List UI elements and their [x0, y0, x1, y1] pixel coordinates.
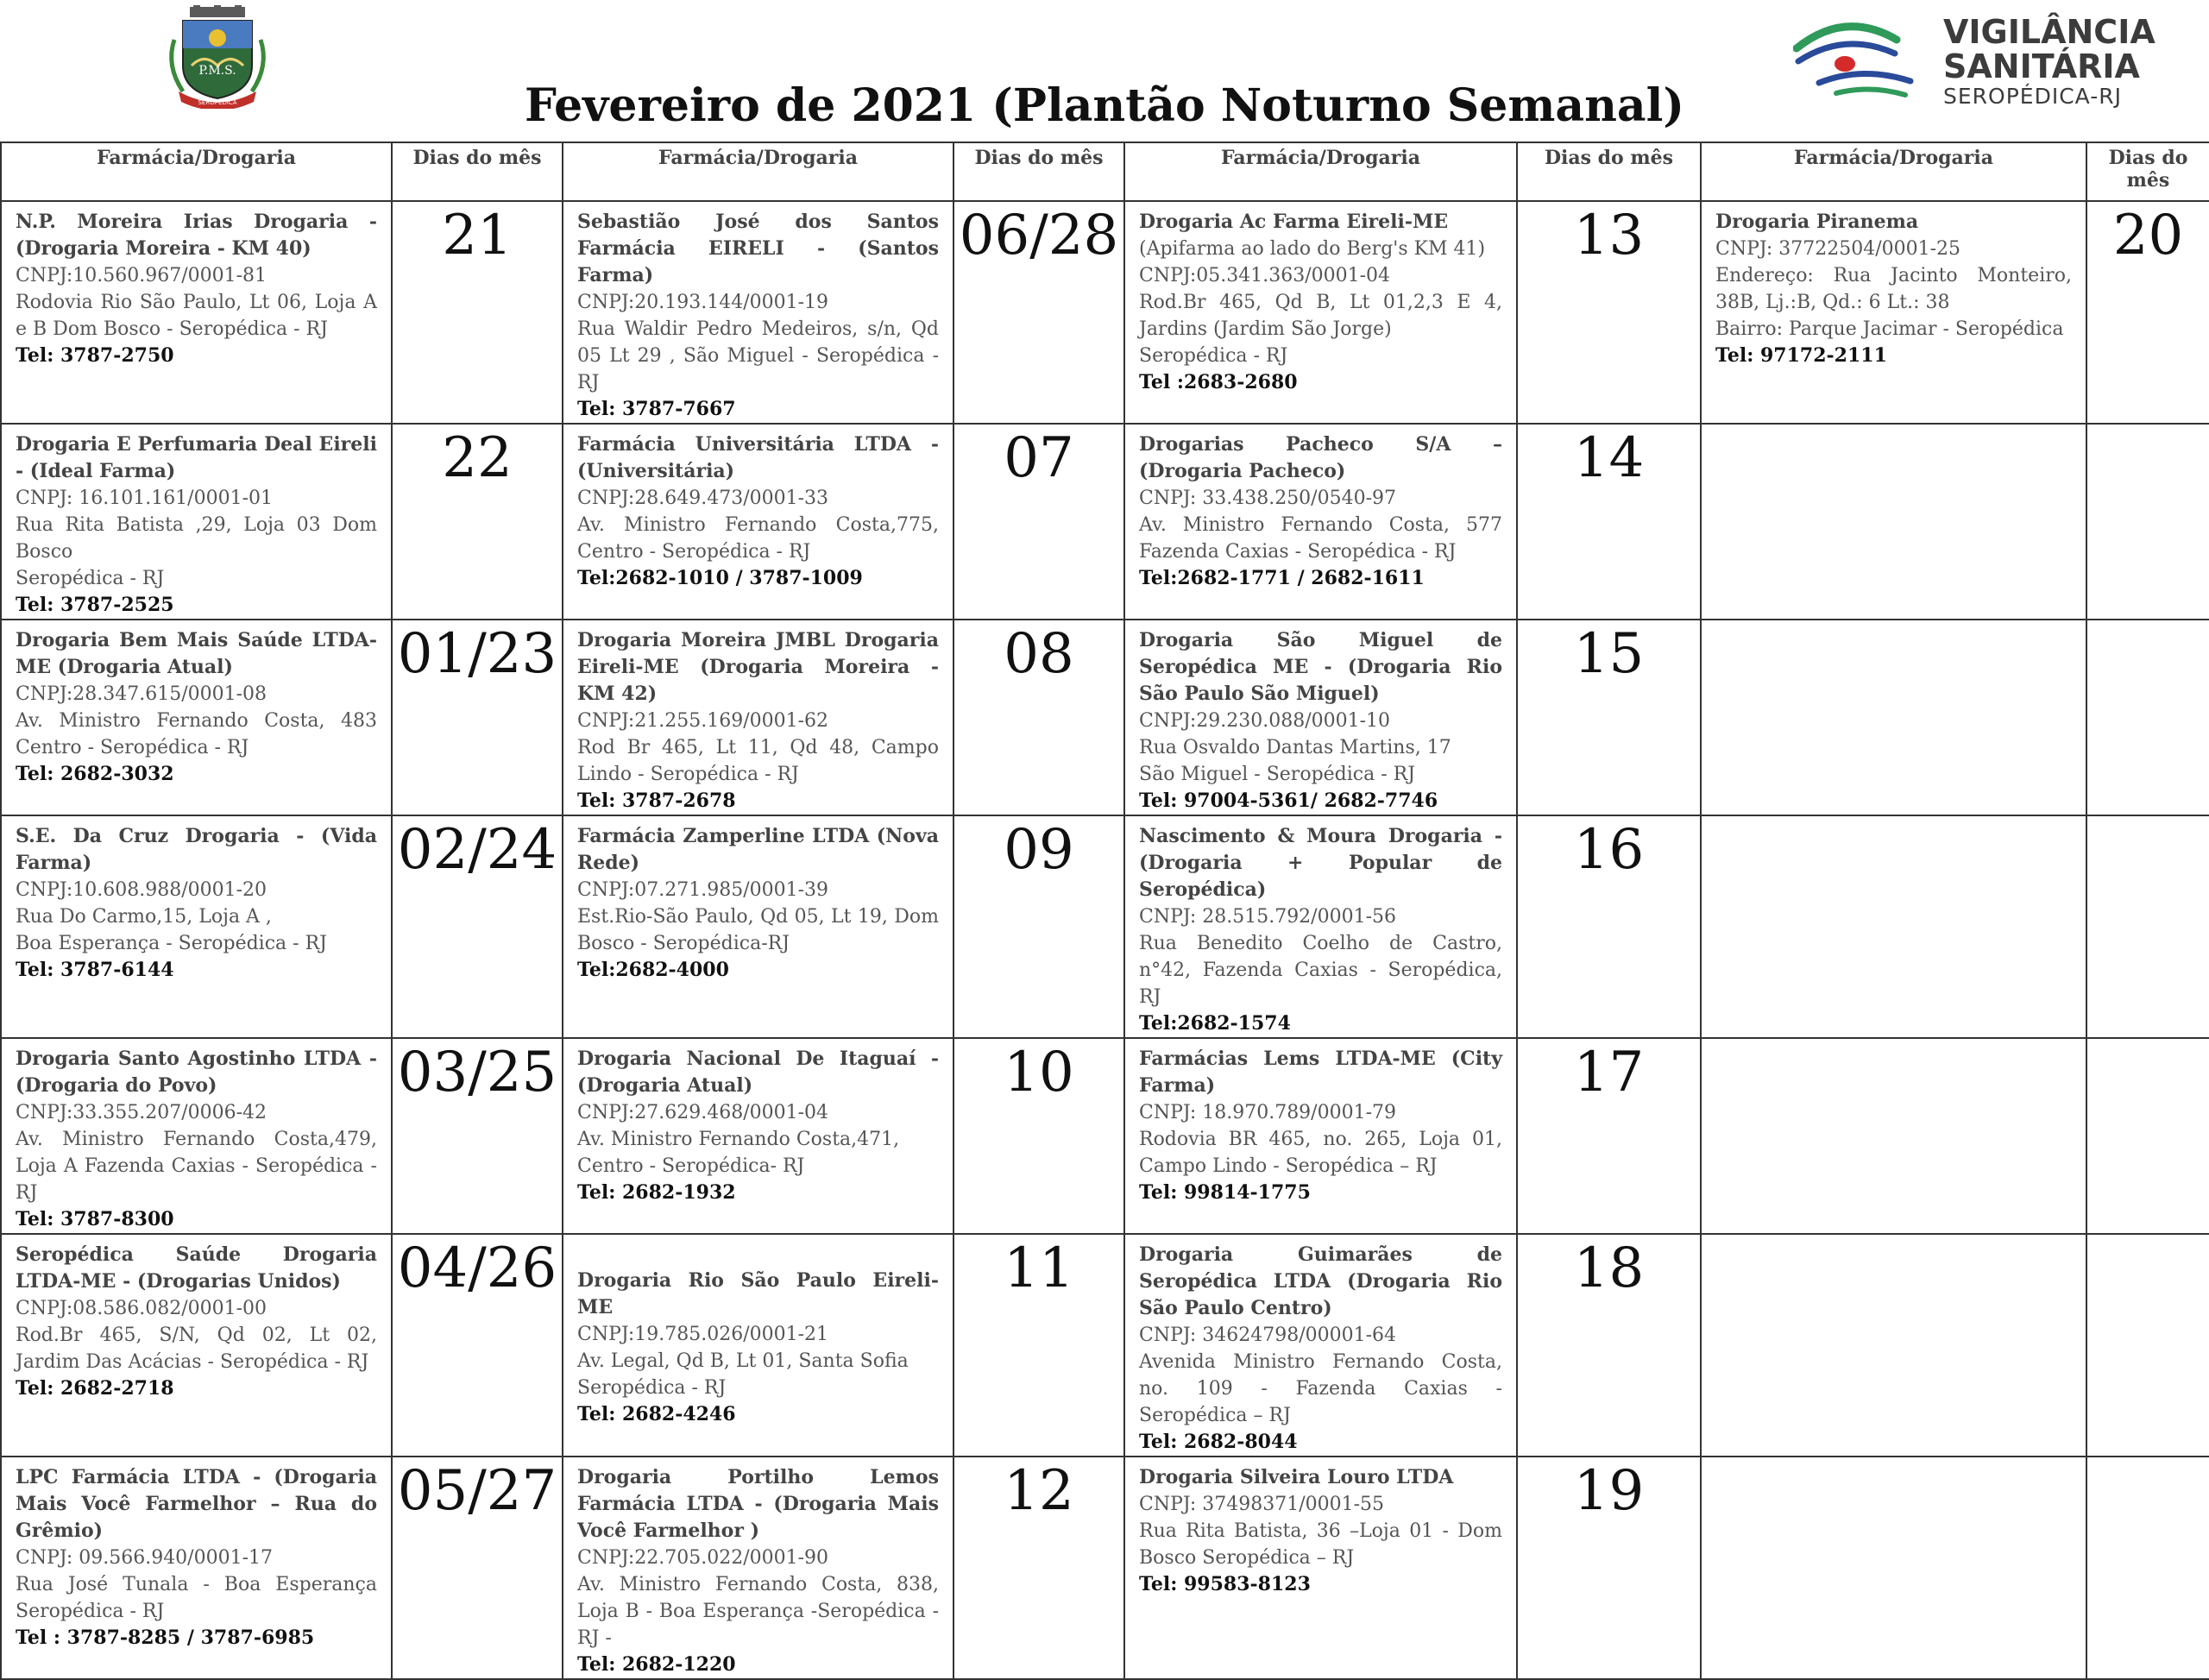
pharmacy-detail: Av. Ministro Fernando Costa, 577 Fazenda Caxias - Seropédica - RJ [1139, 514, 1502, 563]
pharmacy-detail: CNPJ: 34624798/00001-64 [1139, 1324, 1397, 1346]
duty-days-cell: 15 [1517, 620, 1701, 815]
pharmacy-detail: CNPJ:29.230.088/0001-10 [1139, 710, 1391, 732]
duty-days-cell: 08 [953, 620, 1124, 815]
duty-days-cell: 16 [1517, 815, 1701, 1038]
duty-days-cell: 07 [953, 424, 1124, 620]
column-header-pharmacy: Farmácia/Drogaria [563, 142, 953, 201]
pharmacy-detail: Seropédica - RJ [1139, 345, 1288, 367]
pharmacy-cell [563, 1234, 953, 1457]
pharmacy-name: Drogarias Pacheco S/A – (Drogaria Pacheco) [1139, 433, 1502, 482]
page-title: Fevereiro de 2021 (Plantão Noturno Semanal) [525, 79, 1684, 132]
pharmacy-name: Drogaria São Miguel de Seropédica ME - (Drogaria Rio São Paulo São Miguel) [1139, 629, 1502, 705]
pharmacy-detail: Endereço: Rua Jacinto Monteiro, 38B, Lj.:B, Qd.: 6 Lt.: 38 [1715, 265, 2072, 313]
pharmacy-detail: Rua Waldir Pedro Medeiros, s/n, Qd 05 Lt 29 , São Miguel - Seropédica - RJ [577, 318, 939, 393]
pharmacy-detail: Rod.Br 465, Qd B, Lt 01,2,3 E 4, Jardins (Jardim São Jorge) [1139, 292, 1502, 340]
pharmacy-phone: Tel: 3787-8300 [16, 1208, 174, 1230]
pharmacy-name: Drogaria Silveira Louro LTDA [1139, 1466, 1454, 1488]
pharmacy-name: N.P. Moreira Irias Drogaria - (Drogaria Moreira - KM 40) [16, 211, 377, 260]
pharmacy-phone: Tel: 3787-2678 [577, 790, 736, 812]
pharmacy-detail: Est.Rio-São Paulo, Qd 05, Lt 19, Dom Bosco - Seropédica-RJ [577, 906, 939, 954]
pharmacy-detail: Rodovia BR 465, no. 265, Loja 01, Campo Lindo - Seropédica – RJ [1139, 1129, 1502, 1177]
pharmacy-detail: Seropédica - RJ [577, 1377, 727, 1399]
pharmacy-detail: CNPJ: 16.101.161/0001-01 [16, 488, 274, 509]
duty-days-cell: 01/23 [392, 620, 563, 815]
pharmacy-name: Farmácias Lems LTDA-ME (City Farma) [1139, 1048, 1502, 1097]
pharmacy-detail: Rua Rita Batista, 36 –Loja 01 - Dom Bosco Seropédica – RJ [1139, 1520, 1502, 1569]
pharmacy-detail: Seropédica - RJ [16, 568, 165, 589]
pharmacy-detail: CNPJ:10.560.967/0001-81 [16, 265, 267, 286]
duty-days-cell: 14 [1517, 424, 1701, 620]
pharmacy-cell [1701, 1457, 2086, 1679]
duty-days-cell: 05/27 [392, 1457, 563, 1679]
pharmacy-detail: Av. Ministro Fernando Costa, 838, Loja B - Boa Esperança -Seropédica - RJ - [577, 1574, 939, 1649]
pharmacy-detail: CNPJ:20.193.144/0001-19 [577, 292, 829, 313]
pharmacy-name: Drogaria Bem Mais Saúde LTDA-ME (Drogaria Atual) [16, 629, 377, 678]
pharmacy-name: Drogaria E Perfumaria Deal Eireli - (Ideal Farma) [16, 433, 377, 482]
pharmacy-phone: Tel :2683-2680 [1139, 371, 1298, 393]
pharmacy-detail: CNPJ:10.608.988/0001-20 [16, 879, 267, 901]
duty-days-cell [2086, 620, 2209, 815]
pharmacy-detail: CNPJ:07.271.985/0001-39 [577, 879, 829, 901]
pharmacy-detail: CNPJ:21.255.169/0001-62 [577, 710, 829, 732]
duty-days-cell: 09 [953, 815, 1124, 1038]
column-header-days: Dias do mês [1517, 142, 1701, 201]
pharmacy-detail: CNPJ:28.347.615/0001-08 [16, 683, 267, 705]
pharmacy-detail: Rua Benedito Coelho de Castro, n°42, Fazenda Caxias - Seropédica, RJ [1139, 933, 1502, 1008]
pharmacy-detail: CNPJ: 37498371/0001-55 [1139, 1494, 1385, 1515]
pharmacy-name: Seropédica Saúde Drogaria LTDA-ME - (Drogarias Unidos) [16, 1243, 377, 1293]
pharmacy-detail: CNPJ: 09.566.940/0001-17 [16, 1547, 274, 1569]
roster-body [1, 201, 2209, 1679]
pharmacy-name: Drogaria Piranema [1715, 211, 1919, 233]
crest-banner-text: SEROPÉDICA [198, 99, 237, 106]
pharmacy-phone: Tel: 3787-2750 [16, 344, 174, 367]
pharmacy-phone: Tel: 99583-8123 [1139, 1573, 1311, 1595]
pharmacy-detail: Rod.Br 465, S/N, Qd 02, Lt 02, Jardim Das Acácias - Seropédica - RJ [16, 1324, 377, 1373]
pharmacy-name: Drogaria Ac Farma Eireli-ME [1139, 211, 1449, 233]
duty-days-cell: 20 [2086, 201, 2209, 424]
pharmacy-phone: Tel: 2682-8044 [1139, 1431, 1298, 1453]
pharmacy-detail: Av. Legal, Qd B, Lt 01, Santa Sofia [577, 1350, 909, 1372]
table-row [1, 620, 2209, 815]
duty-days-cell [2086, 1038, 2209, 1234]
duty-days-cell [2086, 1457, 2209, 1679]
pharmacy-name: Drogaria Moreira JMBL Drogaria Eireli-ME (Drogaria Moreira - KM 42) [577, 629, 939, 705]
duty-days-cell: 03/25 [392, 1038, 563, 1234]
pharmacy-cell [563, 815, 953, 1038]
pharmacy-name: Farmácia Zamperline LTDA (Nova Rede) [577, 825, 939, 874]
pharmacy-phone: Tel: 2682-1220 [577, 1653, 736, 1676]
duty-days-cell: 02/24 [392, 815, 563, 1038]
duty-days-cell: 06/28 [953, 201, 1124, 424]
pharmacy-cell [1, 201, 392, 424]
on-call-roster-table [0, 142, 2209, 1680]
table-row [1, 201, 2209, 424]
pharmacy-phone: Tel: 3787-6144 [16, 959, 174, 981]
duty-days-cell: 19 [1517, 1457, 1701, 1679]
pharmacy-name: Drogaria Guimarães de Seropédica LTDA (Drogaria Rio São Paulo Centro) [1139, 1243, 1502, 1319]
pharmacy-cell [1124, 815, 1517, 1038]
duty-days-cell: 22 [392, 424, 563, 620]
pharmacy-detail: CNPJ:22.705.022/0001-90 [577, 1547, 829, 1569]
pharmacy-cell [563, 1457, 953, 1679]
pharmacy-detail: CNPJ:08.586.082/0001-00 [16, 1298, 267, 1319]
table-row [1, 424, 2209, 620]
duty-days-cell: 11 [953, 1234, 1124, 1457]
column-header-pharmacy: Farmácia/Drogaria [1701, 142, 2086, 201]
pharmacy-detail: CNPJ: 33.438.250/0540-97 [1139, 488, 1397, 509]
pharmacy-detail: Centro - Seropédica- RJ [577, 1155, 805, 1177]
duty-days-cell [2086, 424, 2209, 620]
header-row [1, 142, 2209, 201]
duty-days-cell: 04/26 [392, 1234, 563, 1457]
pharmacy-detail: São Miguel - Seropédica - RJ [1139, 764, 1416, 785]
pharmacy-name: LPC Farmácia LTDA - (Drogaria Mais Você Farmelhor – Rua do Grêmio) [16, 1466, 377, 1542]
duty-days-cell: 12 [953, 1457, 1124, 1679]
pharmacy-phone: Tel: 2682-4246 [577, 1403, 736, 1425]
pharmacy-cell [1124, 1457, 1517, 1679]
pharmacy-phone: Tel: 97004-5361/ 2682-7746 [1139, 790, 1438, 812]
duty-days-cell: 17 [1517, 1038, 1701, 1234]
table-row [1, 1457, 2209, 1679]
pharmacy-phone: Tel: 3787-7667 [577, 398, 736, 420]
duty-days-cell: 10 [953, 1038, 1124, 1234]
pharmacy-cell [563, 424, 953, 620]
pharmacy-cell [1, 815, 392, 1038]
pharmacy-detail: Rod Br 465, Lt 11, Qd 48, Campo Lindo - Seropédica - RJ [577, 737, 939, 785]
pharmacy-cell [1, 620, 392, 815]
pharmacy-cell [1701, 424, 2086, 620]
pharmacy-name: Drogaria Santo Agostinho LTDA - (Drogaria do Povo) [16, 1048, 377, 1097]
page-header [0, 0, 2209, 142]
pharmacy-cell [1124, 1234, 1517, 1457]
pharmacy-name: Sebastião José dos Santos Farmácia EIRELI - (Santos Farma) [577, 211, 939, 286]
pharmacy-detail: CNPJ:05.341.363/0001-04 [1139, 265, 1391, 286]
pharmacy-cell [563, 620, 953, 815]
pharmacy-cell [563, 201, 953, 424]
pharmacy-detail: Rua Do Carmo,15, Loja A , [16, 906, 272, 928]
pharmacy-cell [1, 424, 392, 620]
pharmacy-cell [1, 1234, 392, 1457]
pharmacy-detail: Av. Ministro Fernando Costa,479, Loja A Fazenda Caxias - Seropédica - RJ [16, 1129, 377, 1204]
pharmacy-detail: CNPJ: 18.970.789/0001-79 [1139, 1102, 1397, 1123]
pharmacy-cell [1701, 1038, 2086, 1234]
pharmacy-cell [1124, 424, 1517, 620]
pharmacy-phone: Tel:2682-1771 / 2682-1611 [1139, 567, 1425, 589]
agency-name [1943, 13, 2156, 109]
pharmacy-phone: Tel : 3787-8285 / 3787-6985 [16, 1627, 315, 1649]
pharmacy-detail: CNPJ:28.649.473/0001-33 [577, 488, 829, 509]
agency-line-1: VIGILÂNCIA [1943, 13, 2156, 51]
pharmacy-cell [1701, 620, 2086, 815]
pharmacy-detail: CNPJ: 37722504/0001-25 [1715, 238, 1961, 260]
pharmacy-cell [563, 1038, 953, 1234]
pharmacy-name: Drogaria Rio São Paulo Eireli- ME [577, 1269, 939, 1318]
pharmacy-detail: Avenida Ministro Fernando Costa, no. 109 - Fazenda Caxias - Seropédica – RJ [1139, 1351, 1502, 1426]
pharmacy-detail: Rua José Tunala - Boa Esperança Seropédica - RJ [16, 1574, 377, 1622]
pharmacy-cell [1124, 201, 1517, 424]
duty-days-cell: 13 [1517, 201, 1701, 424]
pharmacy-cell [1701, 201, 2086, 424]
column-header-days: Dias do mês [953, 142, 1124, 201]
pharmacy-detail: CNPJ: 28.515.792/0001-56 [1139, 906, 1397, 928]
table-row [1, 815, 2209, 1038]
pharmacy-detail: Bairro: Parque Jacimar - Seropédica [1715, 318, 2064, 340]
pharmacy-detail: CNPJ:33.355.207/0006-42 [16, 1102, 267, 1123]
pharmacy-phone: Tel: 3787-2525 [16, 594, 174, 616]
duty-days-cell: 18 [1517, 1234, 1701, 1457]
pharmacy-phone: Tel: 99814-1775 [1139, 1181, 1311, 1204]
pharmacy-detail: Rodovia Rio São Paulo, Lt 06, Loja A e B Dom Bosco - Seropédica - RJ [16, 292, 377, 340]
pharmacy-cell [1701, 1234, 2086, 1457]
pharmacy-cell [1124, 1038, 1517, 1234]
pharmacy-detail: CNPJ:19.785.026/0001-21 [577, 1324, 829, 1345]
pharmacy-name: Drogaria Portilho Lemos Farmácia LTDA - (Drogaria Mais Você Farmelhor ) [577, 1466, 939, 1542]
pharmacy-detail: Av. Ministro Fernando Costa, 483 Centro - Seropédica - RJ [16, 710, 377, 758]
table-row [1, 1234, 2209, 1457]
vigilancia-sanitaria-logo-icon [1793, 14, 1914, 100]
pharmacy-detail: (Apifarma ao lado do Berg's KM 41) [1139, 238, 1486, 260]
pharmacy-detail: Av. Ministro Fernando Costa,471, [577, 1129, 900, 1150]
agency-line-2: SANITÁRIA [1943, 47, 2140, 85]
pharmacy-detail: Rua Rita Batista ,29, Loja 03 Dom Bosco [16, 514, 377, 563]
pharmacy-name: Drogaria Nacional De Itaguaí - (Drogaria Atual) [577, 1048, 939, 1097]
pharmacy-phone: Tel: 2682-3032 [16, 763, 174, 785]
duty-days-cell: 21 [392, 201, 563, 424]
pharmacy-detail: CNPJ:27.629.468/0001-04 [577, 1102, 829, 1123]
pharmacy-phone: Tel:2682-1574 [1139, 1012, 1291, 1035]
agency-line-3: SEROPÉDICA-RJ [1943, 84, 2122, 109]
pharmacy-cell [1, 1038, 392, 1234]
pharmacy-cell [1701, 815, 2086, 1038]
pharmacy-phone: Tel:2682-4000 [577, 959, 729, 981]
column-header-days: Dias do mês [2086, 142, 2209, 201]
column-header-pharmacy: Farmácia/Drogaria [1, 142, 392, 201]
column-header-days: Dias do mês [392, 142, 563, 201]
pharmacy-phone: Tel: 97172-2111 [1715, 344, 1887, 367]
pharmacy-name: Nascimento & Moura Drogaria - (Drogaria + Popular de Seropédica) [1139, 825, 1502, 901]
table-row [1, 1038, 2209, 1234]
pharmacy-detail: Av. Ministro Fernando Costa,775, Centro - Seropédica - RJ [577, 514, 939, 563]
pharmacy-detail: Rua Osvaldo Dantas Martins, 17 [1139, 737, 1451, 758]
pharmacy-cell [1, 1457, 392, 1679]
column-header-pharmacy: Farmácia/Drogaria [1124, 142, 1517, 201]
pharmacy-name: S.E. Da Cruz Drogaria - (Vida Farma) [16, 825, 377, 874]
pharmacy-phone: Tel: 2682-1932 [577, 1181, 736, 1204]
duty-days-cell [2086, 815, 2209, 1038]
pharmacy-cell [1124, 620, 1517, 815]
pharmacy-name: Farmácia Universitária LTDA - (Universitária) [577, 433, 939, 482]
pharmacy-phone: Tel:2682-1010 / 3787-1009 [577, 567, 863, 589]
pharmacy-phone: Tel: 2682-2718 [16, 1377, 174, 1400]
duty-days-cell [2086, 1234, 2209, 1457]
crest-text: P.M.S. [198, 64, 236, 78]
pharmacy-detail: Boa Esperança - Seropédica - RJ [16, 933, 327, 954]
